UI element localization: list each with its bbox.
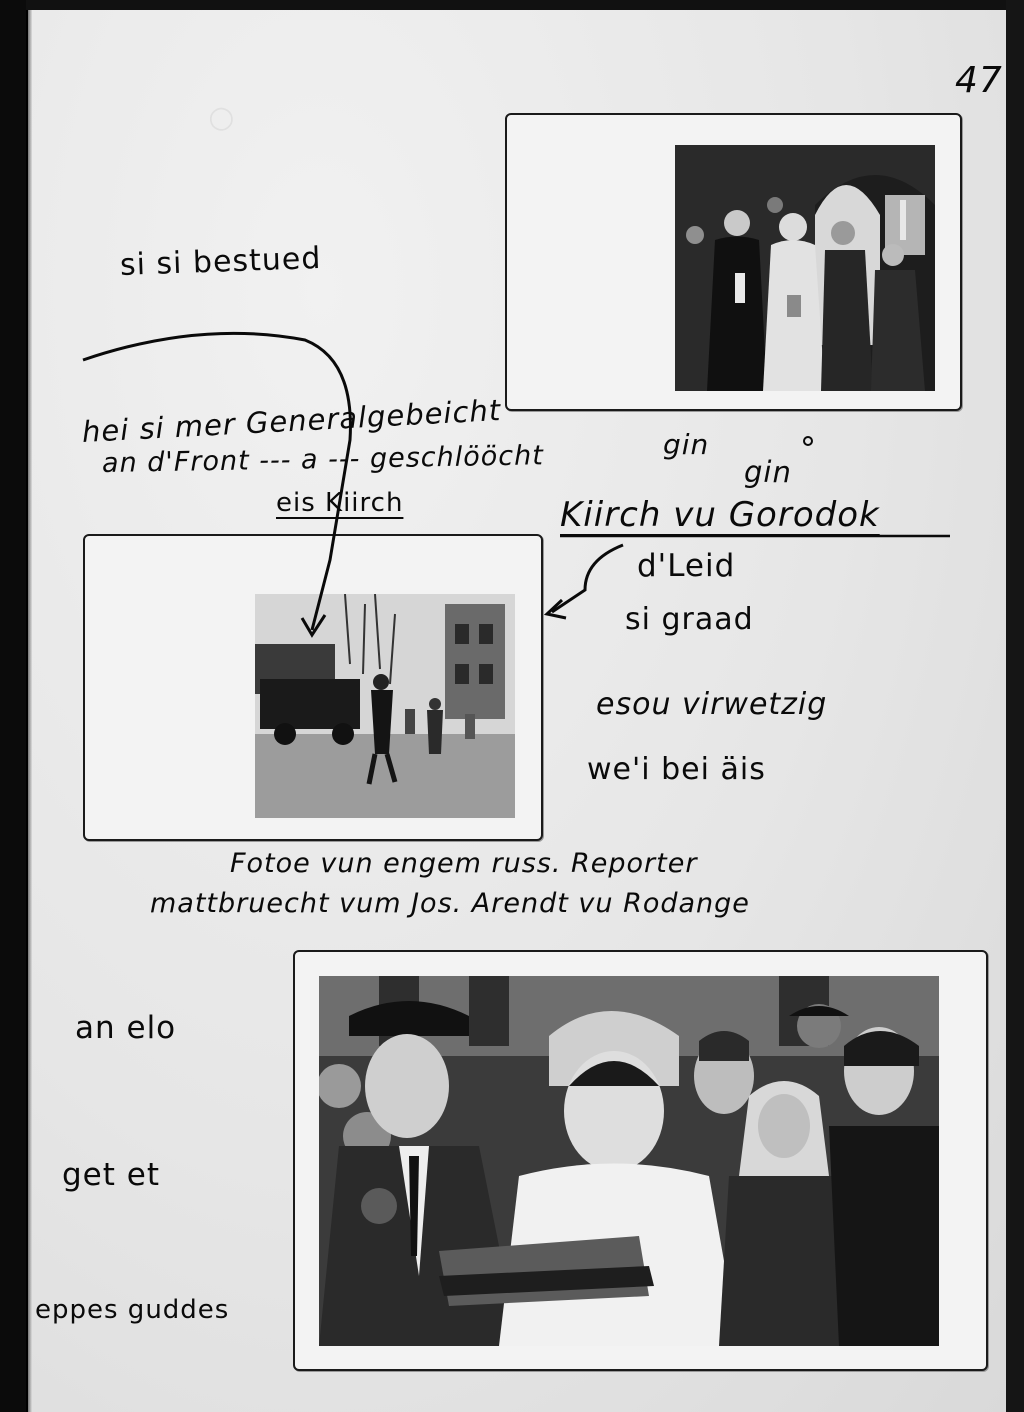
street-scene-photo xyxy=(255,594,515,818)
street-scene-image xyxy=(255,594,515,818)
bride-groom-crowd-image xyxy=(319,976,939,1346)
caption-general-confession-line2: an d'Front --- a --- geschlööcht xyxy=(101,440,545,479)
page-edge-shadow xyxy=(28,10,32,1412)
caption-something-good: eppes guddes xyxy=(35,1295,230,1325)
caption-church-left: eis Kiirch xyxy=(276,488,404,518)
caption-people: d'Leid xyxy=(637,548,736,584)
caption-si-graad: si graad xyxy=(625,602,754,637)
wedding-procession-photo xyxy=(675,145,935,391)
photo-2-frame xyxy=(83,534,543,841)
caption-photo-credit-line1: Fotoe vun engem russ. Reporter xyxy=(230,848,698,879)
book-binding-left xyxy=(0,0,26,1412)
caption-and-now: an elo xyxy=(75,1010,177,1046)
scan-top-edge xyxy=(0,0,1024,10)
caption-like-us: we'i bei äis xyxy=(587,752,766,787)
caption-church-right: Kiirch vu Gorodok xyxy=(560,495,880,535)
caption-general-confession-line1: hei si mer Generalgebeicht xyxy=(81,393,502,449)
book-binding-right xyxy=(1006,0,1024,1412)
wedding-procession-image xyxy=(675,145,935,391)
caption-curious: esou virwetzig xyxy=(596,687,828,722)
show-through-stamp: ○ xyxy=(205,98,237,137)
caption-gin-2: gin xyxy=(744,455,792,489)
bride-groom-crowd-photo xyxy=(319,976,939,1346)
photo-1-frame xyxy=(505,113,962,411)
caption-gin-1: gin xyxy=(663,428,710,461)
photo-3-frame xyxy=(293,950,988,1371)
caption-photo-credit-line2: mattbruecht vum Jos. Arendt vu Rodange xyxy=(150,888,750,919)
caption-married: si si bestued xyxy=(119,240,322,283)
page-number: 47 xyxy=(955,60,1003,101)
caption-there-is: get et xyxy=(62,1157,160,1193)
